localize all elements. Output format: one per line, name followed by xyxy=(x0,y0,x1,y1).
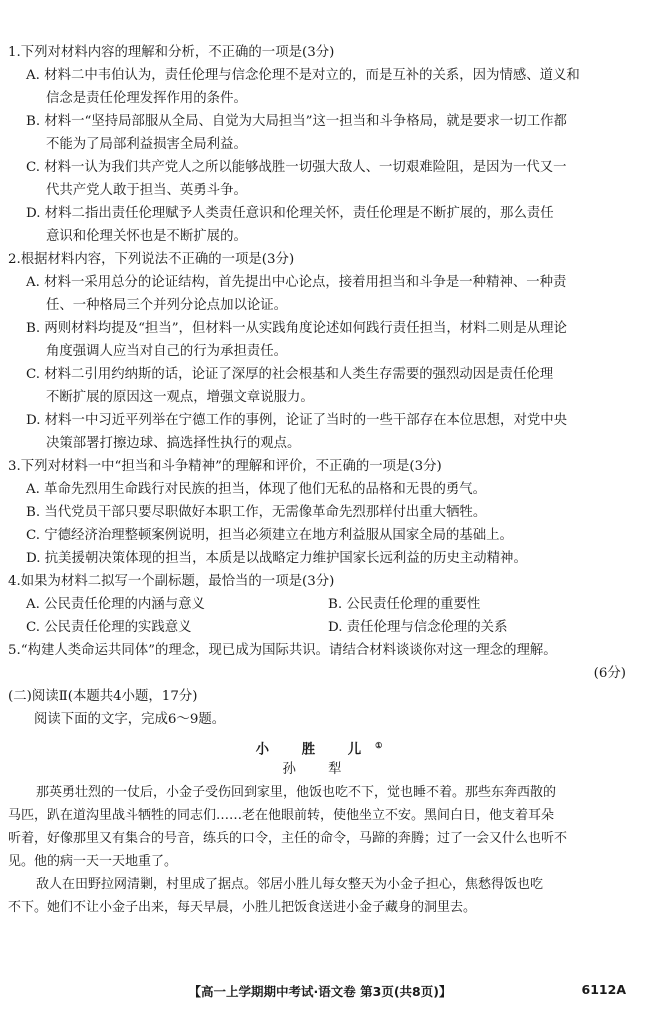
section-instruction: 阅读下面的文字，完成6～9题。 xyxy=(34,712,226,727)
option-b: B. 公民责任伦理的重要性 xyxy=(328,597,481,612)
question-3 xyxy=(8,455,630,570)
story-body xyxy=(8,781,630,919)
option-d-cont: 决策部署打擦边球、搞选择性执行的观点。 xyxy=(46,436,301,451)
question-stem: 5.“构建人类命运共同体”的理念，现已成为国际共识。请结合材料谈谈你对这一理念的理解。 xyxy=(8,643,557,658)
option-a: A. 公民责任伦理的内涵与意义 xyxy=(26,597,205,612)
option-d: D. 材料二指出责任伦理赋予人类责任意识和伦理关怀，责任伦理是不断扩展的，那么责任 xyxy=(26,206,554,221)
question-2 xyxy=(8,248,630,455)
option-c: C. 材料一认为我们共产党人之所以能够战胜一切强大敌人、一切艰难险阻，是因为一代又一 xyxy=(26,160,567,175)
option-a: A. 材料二中韦伯认为，责任伦理与信念伦理不是对立的，而是互补的关系，因为情感、道义和 xyxy=(26,68,580,83)
question-4 xyxy=(8,570,630,639)
option-c: C. 材料二引用约纳斯的话，论证了深厚的社会根基和人类生存需要的强烈动因是责任伦理 xyxy=(26,367,554,382)
question-stem: 2.根据材料内容，下列说法不正确的一项是(3分) xyxy=(8,252,295,267)
option-a: A. 革命先烈用生命践行对民族的担当，体现了他们无私的品格和无畏的勇气。 xyxy=(26,482,487,497)
option-d: D. 责任伦理与信念伦理的关系 xyxy=(328,620,508,635)
option-a-cont: 信念是责任伦理发挥作用的条件。 xyxy=(46,91,247,106)
option-row-ab xyxy=(8,593,630,616)
option-row-cd xyxy=(8,616,630,639)
exam-code: 6112A xyxy=(581,982,626,997)
story-title: 小 胜 儿① xyxy=(255,740,383,758)
section-header: (二)阅读Ⅱ(本题共4小题，17分) xyxy=(8,689,198,704)
question-stem: 3.下列对材料一中“担当和斗争精神”的理解和评价，不正确的一项是(3分) xyxy=(8,459,442,474)
paragraph-line: 听着，好像那里又有集合的号音，练兵的口令，主任的命令，马蹄的奔腾；过了一会又什么也听不 xyxy=(8,831,568,846)
page-footer xyxy=(0,982,648,1004)
paragraph-line: 马匹，趴在道沟里战斗牺牲的同志们……老在他眼前转，使他坐立不安。黑间白日，他支着耳朵 xyxy=(8,808,555,823)
question-score: (6分) xyxy=(593,666,626,681)
footnote-mark: ① xyxy=(375,740,383,750)
question-stem: 1.下列对材料内容的理解和分析，不正确的一项是(3分) xyxy=(8,45,335,60)
option-b-cont: 不能为了局部利益损害全局利益。 xyxy=(46,137,247,152)
section-reading-2 xyxy=(8,685,630,731)
question-stem: 4.如果为材料二拟写一个副标题，最恰当的一项是(3分) xyxy=(8,574,335,589)
option-b: B. 两则材料均提及“担当”，但材料一从实践角度论述如何践行责任担当，材料二则是从理论 xyxy=(26,321,567,336)
option-d: D. 抗美援朝决策体现的担当，本质是以战略定力维护国家长远利益的历史主动精神。 xyxy=(26,551,527,566)
option-c-cont: 代共产党人敢于担当、英勇斗争。 xyxy=(46,183,247,198)
option-b-cont: 角度强调人应当对自己的行为承担责任。 xyxy=(46,344,288,359)
option-b: B. 材料一“坚持局部服从全局、自觉为大局担当”这一担当和斗争格局，就是要求一切工作都 xyxy=(26,114,567,129)
footer-text: 【高一上学期期中考试·语文卷 第3页(共8页)】 xyxy=(188,984,452,999)
option-b: B. 当代党员干部只要尽职做好本职工作，无需像革命先烈那样付出重大牺牲。 xyxy=(26,505,487,520)
paragraph-line: 那英勇壮烈的一仗后，小金子受伤回到家里，他饭也吃不下，觉也睡不着。那些东奔西散的 xyxy=(36,785,557,800)
story-author: 孙 犁 xyxy=(282,762,356,777)
question-5 xyxy=(8,639,630,685)
paragraph-line: 敌人在田野拉网清剿，村里成了据点。邻居小胜儿每女整天为小金子担心，焦愁得饭也吃 xyxy=(36,877,544,892)
option-c: C. 宁德经济治理整顿案例说明，担当必须建立在地方利益服从国家全局的基础上。 xyxy=(26,528,513,543)
option-a-cont: 任、一种格局三个并列分论点加以论证。 xyxy=(46,298,288,313)
option-d: D. 材料一中习近平列举在宁德工作的事例，论证了当时的一些干部存在本位思想，对党中央 xyxy=(26,413,568,428)
paragraph-line: 不下。她们不让小金子出来，每天早晨，小胜儿把饭食送进小金子藏身的洞里去。 xyxy=(8,900,477,915)
paragraph-line: 见。他的病一天一天地重了。 xyxy=(8,854,178,869)
question-1 xyxy=(8,41,630,248)
option-a: A. 材料一采用总分的论证结构，首先提出中心论点，接着用担当和斗争是一种精神、一种责 xyxy=(26,275,567,290)
option-c-cont: 不断扩展的原因这一观点，增强文章说服力。 xyxy=(46,390,314,405)
option-d-cont: 意识和伦理关怀也是不断扩展的。 xyxy=(46,229,247,244)
option-c: C. 公民责任伦理的实践意义 xyxy=(26,620,192,635)
